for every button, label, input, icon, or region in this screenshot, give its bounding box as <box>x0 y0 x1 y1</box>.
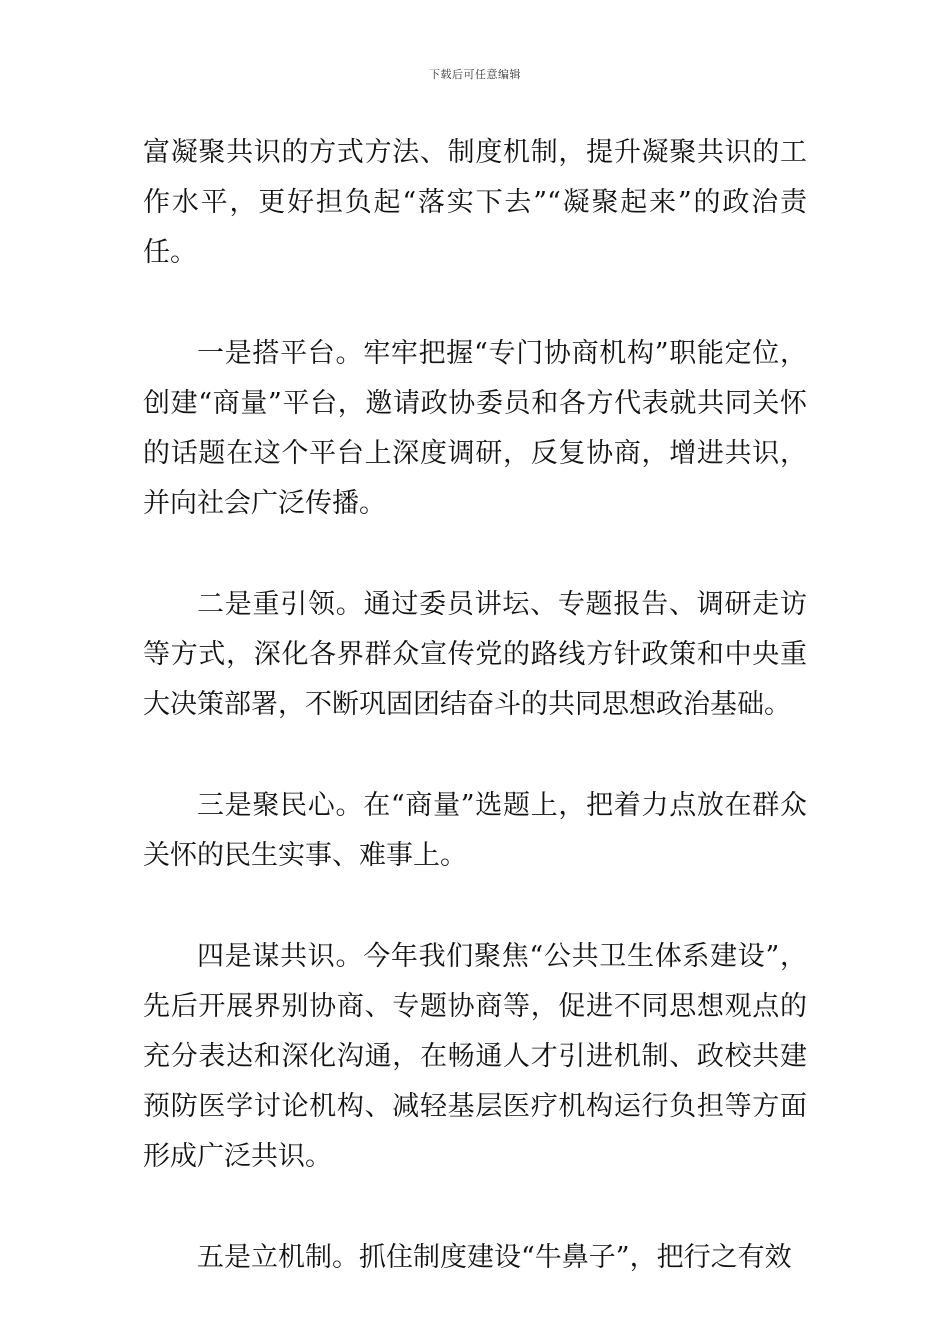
paragraph-build-platform: 一是搭平台。牢牢把握“专门协商机构”职能定位，创建“商量”平台，邀请政协委员和各方代表就共同关怀的话题在这个平台上深度调研，反复协商，增进共识，并向社会广泛传播。 <box>143 338 807 519</box>
paragraph-continuation: 富凝聚共识的方式方法、制度机制，提升凝聚共识的工作水平，更好担负起“落实下去”“凝聚起来”的政治责任。 <box>143 137 807 268</box>
paragraph-consensus: 四是谋共识。今年我们聚焦“公共卫生体系建设”，先后开展界别协商、专题协商等，促进不同思想观点的充分表达和深化沟通，在畅通人才引进机制、政校共建预防医学讨论机构、减轻基层医疗机构运行负担等方面形成广泛共识。 <box>143 941 807 1172</box>
paragraph-mechanism: 五是立机制。抓住制度建设“牛鼻子”，把行之有效 <box>197 1242 792 1273</box>
document-body <box>143 128 807 1283</box>
paragraph-public-support: 三是聚民心。在“商量”选题上，把着力点放在群众关怀的民生实事、难事上。 <box>143 790 807 871</box>
page-header: 下载后可任意编辑 <box>429 68 521 81</box>
paragraph-guidance: 二是重引领。通过委员讲坛、专题报告、调研走访等方式，深化各界群众宣传党的路线方针政策和中央重大决策部署，不断巩固团结奋斗的共同思想政治基础。 <box>143 589 807 720</box>
